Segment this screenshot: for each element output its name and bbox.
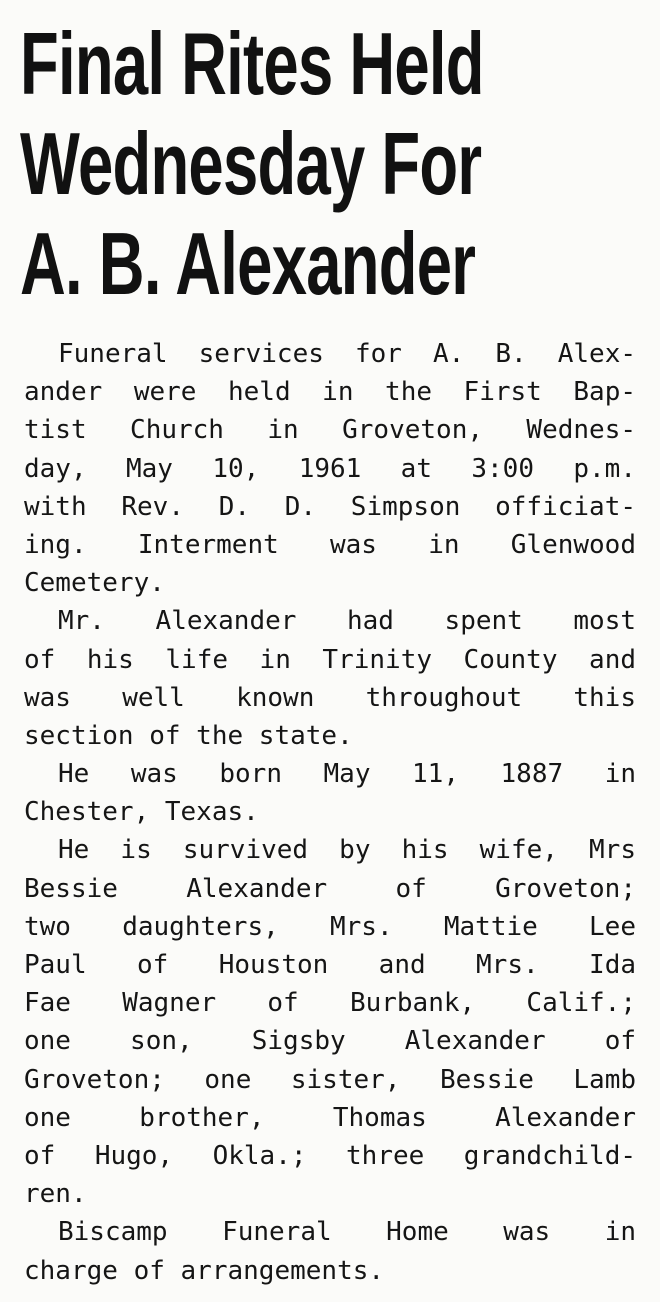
- paragraph-survivors: [24, 831, 636, 1213]
- text-line: one son, Sigsby Alexander of: [24, 1026, 636, 1057]
- headline-line-2: Wednesday For: [20, 114, 482, 213]
- text-line: Fae Wagner of Burbank, Calif.;: [24, 988, 636, 1019]
- text-line: He was born May 11, 1887 in: [58, 759, 636, 790]
- text-line: Bessie Alexander of Groveton;: [24, 873, 636, 904]
- paragraph-birth: [24, 755, 636, 831]
- headline: [20, 14, 484, 314]
- text-line: ren.: [24, 1179, 87, 1210]
- text-line: one brother, Thomas Alexander: [24, 1102, 636, 1133]
- text-line: of his life in Trinity County and: [24, 644, 636, 675]
- text-line: ing. Interment was in Glenwood: [24, 529, 636, 560]
- text-line: Cemetery.: [24, 568, 165, 599]
- paragraph-funeral-services: [24, 335, 636, 602]
- paragraph-life: [24, 602, 636, 755]
- text-line: Groveton; one sister, Bessie Lamb: [24, 1064, 636, 1095]
- text-line: Chester, Texas.: [24, 797, 259, 828]
- text-line: Funeral services for A. B. Alex-: [58, 339, 636, 369]
- text-line: Mr. Alexander had spent most: [58, 606, 636, 637]
- headline-line-3: A. B. Alexander: [20, 214, 476, 313]
- text-line: Biscamp Funeral Home was in: [58, 1217, 636, 1248]
- paragraph-arrangements: [24, 1213, 636, 1289]
- text-line: was well known throughout this: [24, 682, 636, 713]
- article-body: [24, 335, 636, 1290]
- text-line: tist Church in Groveton, Wednes-: [24, 415, 636, 446]
- text-line: section of the state.: [24, 720, 353, 751]
- headline-line-1: Final Rites Held: [20, 14, 484, 113]
- text-line: Paul of Houston and Mrs. Ida: [24, 950, 636, 980]
- text-line: day, May 10, 1961 at 3:00 p.m.: [24, 453, 636, 484]
- text-line: ander were held in the First Bap-: [24, 377, 636, 408]
- text-line: of Hugo, Okla.; three grandchild-: [24, 1140, 636, 1171]
- text-line: two daughters, Mrs. Mattie Lee: [24, 911, 636, 942]
- text-line: He is survived by his wife, Mrs: [58, 835, 636, 866]
- text-line: with Rev. D. D. Simpson officiat-: [24, 491, 636, 522]
- text-line: charge of arrangements.: [24, 1255, 385, 1286]
